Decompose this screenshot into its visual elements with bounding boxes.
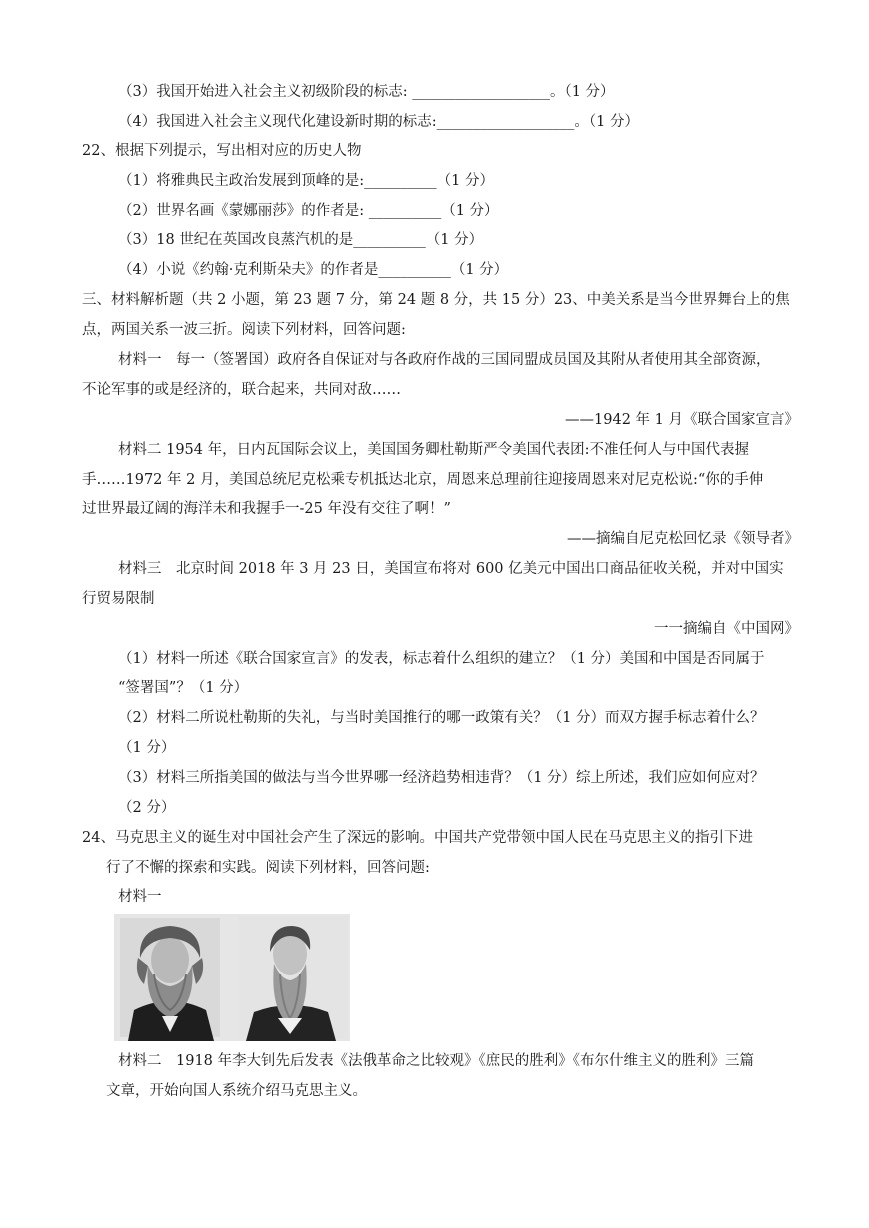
q23-intro: 点，两国关系一波三折。阅读下列材料，回答问题: [82, 322, 406, 338]
material2-text: 材料二 1954 年，日内瓦国际会议上，美国国务卿杜勒斯严令美国代表团:不准任何人与中国代表握 [118, 442, 750, 458]
q21-4-text: （4）我国进入社会主义现代化建设新时期的标志:___________________。（1 分） [118, 114, 639, 130]
material2-source: ——摘编自尼克松回忆录《领导者》 [567, 531, 799, 547]
material3-source: 一一摘编自《中国网》 [654, 621, 799, 637]
q22-2-text: （2）世界名画《蒙娜丽莎》的作者是: __________（1 分） [118, 203, 499, 219]
material3-text-cont: 行贸易限制 [82, 591, 155, 607]
q23-3-points: （2 分） [118, 800, 176, 816]
section3-heading: 三、材料解析题（共 2 小题，第 23 题 7 分，第 24 题 8 分，共 15 分）23、中美关系是当今世界舞台上的焦 [82, 292, 790, 308]
material3-text: 材料三 北京时间 2018 年 3 月 23 日，美国宣布将对 600 亿美元中国出口商品征收关税，并对中国实 [118, 561, 784, 577]
q22-4-text: （4）小说《约翰·克利斯朵夫》的作者是__________（1 分） [118, 262, 509, 278]
material1-text: 材料一 每一（签署国）政府各自保证对与各政府作战的三国同盟成员国及其附从者使用其全部资源， [118, 352, 771, 368]
material2-24-text: 材料二 1918 年李大钊先后发表《法俄革命之比较观》《庶民的胜利》《布尔什维主义的胜利》三篇 [118, 1053, 755, 1069]
q22-1-text: （1）将雅典民主政治发展到顶峰的是:__________（1 分） [118, 173, 494, 189]
q23-1-text-cont: “签署国”？（1 分） [118, 680, 249, 696]
q23-2-text: （2）材料二所说杜勒斯的失礼，与当时美国推行的哪一政策有关？（1 分）而双方握手标志着什么？ [118, 710, 765, 726]
q24-heading: 24、马克思主义的诞生对中国社会产生了深远的影响。中国共产党带领中国人民在马克思主义的指引下进 [82, 830, 753, 846]
q23-2-points: （1 分） [118, 740, 176, 756]
marx-engels-portrait-photo [114, 914, 350, 1041]
material2-text-cont: 手……1972 年 2 月，美国总统尼克松乘专机抵达北京，周恩来总理前往迎接周恩来对尼克松说:“你的手伸 [82, 472, 764, 488]
material1-label: 材料一 [118, 889, 162, 905]
q22-heading: 22、根据下列提示，写出相对应的历史人物 [82, 143, 362, 159]
q22-3-text: （3）18 世纪在英国改良蒸汽机的是__________（1 分） [118, 232, 484, 248]
material2-24-text-cont: 文章，开始向国人系统介绍马克思主义。 [106, 1083, 367, 1099]
q21-3-text: （3）我国开始进入社会主义初级阶段的标志: ___________________。（1 分） [118, 84, 615, 100]
material2-text-end: 过世界最辽阔的海洋未和我握手一-25 年没有交往了啊！” [82, 501, 451, 517]
q23-3-text: （3）材料三所指美国的做法与当今世界哪一经济趋势相违背？（1 分）综上所述，我们应如何应对？ [118, 770, 765, 786]
q24-intro-cont: 行了不懈的探索和实践。阅读下列材料，回答问题: [106, 860, 430, 876]
material1-source: ——1942 年 1 月《联合国家宣言》 [565, 412, 799, 428]
material1-text-cont: 不论军事的或是经济的，联合起来，共同对敌…… [82, 382, 401, 398]
q23-1-text: （1）材料一所述《联合国家宣言》的发表，标志着什么组织的建立？（1 分）美国和中国是否同属于 [118, 651, 765, 667]
